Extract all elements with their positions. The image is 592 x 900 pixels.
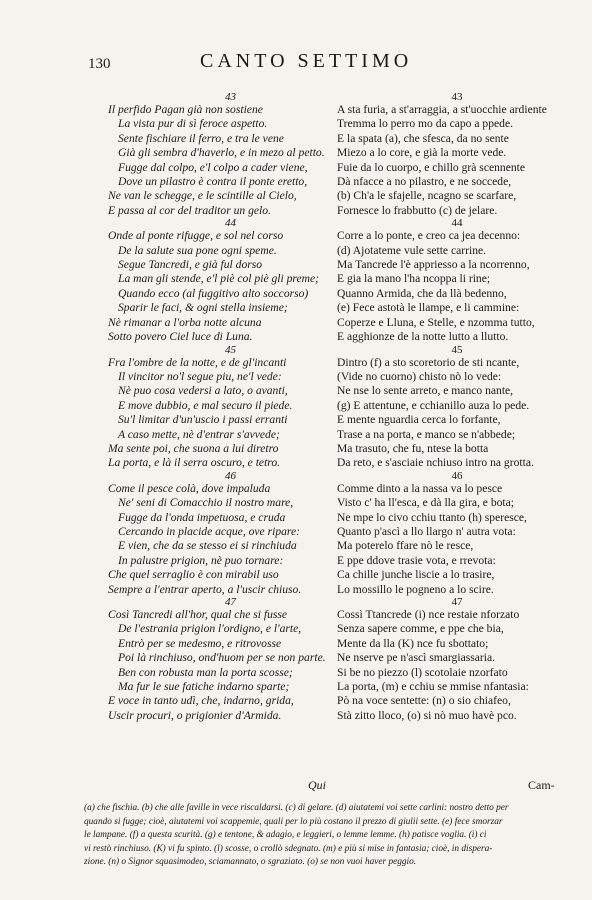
verse-line: Fugge dal colpo, e'l colpo a cader viene, <box>118 160 308 174</box>
catchword-left: Qui <box>308 778 326 792</box>
verse-line: Quanto p'ascì a llo llargo n' autra vota: <box>337 524 516 538</box>
verse-line: Onde al ponte rifugge, e sol nel corso <box>108 229 284 243</box>
verse-line: Da reto, e s'asciaie nchiuso intro na grotta. <box>337 456 534 470</box>
verse-line: Ne van le schegge, e le scintille al Cielo, <box>108 189 297 203</box>
stanza-number: 43 <box>225 91 236 103</box>
page-number: 130 <box>88 56 111 72</box>
verse-line: Ma Tancrede l'è appriesso a la ncorrenno, <box>337 258 530 272</box>
verse-line: Ne nse lo sente arreto, e manco nante, <box>337 384 514 398</box>
stanza-number: 47 <box>451 596 463 608</box>
verse-line: Lo mossillo le pogneno a lo scire. <box>337 582 494 596</box>
verse-line: Su'l limitar d'un'uscio i passi erranti <box>118 413 288 427</box>
verse-line: Entrò per se medesmo, e ritrovosse <box>118 636 282 650</box>
stanza-number: 46 <box>451 469 463 482</box>
verse-line: Poi là rinchiuso, ond'huom per se non parte. <box>118 651 326 665</box>
verse-line: Comme dinto a la nassa va lo pesce <box>337 481 503 495</box>
verse-line: La porta, e là il serra oscuro, e tetro. <box>108 456 281 470</box>
verse-line: Senza sapere comme, e ppe che bia, <box>337 622 504 636</box>
verse-line: Fra l'ombre de la notte, e de gl'incanti <box>108 355 287 369</box>
verse-line: Ma poterelo ffare nò le resce, <box>337 539 474 553</box>
verse-line: E ppe ddove trasie vota, e rrevota: <box>337 553 496 567</box>
verse-line: Sparir le faci, & ogni stella insieme; <box>118 301 288 315</box>
verse-line: Cossì Ttancrede (i) nce restaie nforzato <box>337 608 520 621</box>
verse-line: Uscir procuri, o prigionier d'Armida. <box>108 708 282 722</box>
stanza-number: 44 <box>225 217 236 230</box>
verse-line: Come il pesce colà, dove impaluda <box>108 481 271 495</box>
verse-line: Cercando in placide acque, ove ripare: <box>118 524 301 538</box>
verse-line: E vien, che da se stesso ei si rinchiuda <box>118 539 297 553</box>
verse-line: Miezo a lo core, e già la morte vede. <box>337 146 507 160</box>
verse-line: (b) Ch'a le sfajelle, ncagno se scarfare, <box>337 189 517 203</box>
verse-line: Ca chille junche liscie a lo trasire, <box>337 568 495 582</box>
verse-line: Stà zitto lloco, (o) si nò muo havè pco. <box>337 708 517 722</box>
verse-line: Segue Tancredi, e già ful dorso <box>118 258 263 272</box>
verse-line: Il perfido Pagan già non sostiene <box>108 103 263 116</box>
stanza-number: 45 <box>451 343 463 356</box>
page-header <box>0 46 592 78</box>
verse-line: Nè rimanar a l'orba notte alcuna <box>108 315 262 329</box>
verse-line: Ma fur le sue fatiche indarno sparte; <box>118 680 290 694</box>
verse-line: Sempre a l'entrar aperto, a l'uscir chiuso. <box>108 582 302 596</box>
verse-line: La vista pur di sì feroce aspetto. <box>118 117 268 131</box>
footnotes <box>84 802 554 870</box>
verse-line: E voce in tanto udì, che, indarno, grida, <box>108 694 294 708</box>
verse-line: Ne nserve pe n'ascì smargiassaria. <box>337 651 496 665</box>
stanza <box>108 345 333 471</box>
italian-column <box>108 92 333 723</box>
verse-line: Ma trasuto, che fu, ntese la botta <box>337 441 489 455</box>
verse-line: (e) Fece astotà le llampe, e li cammine: <box>337 301 520 315</box>
stanza-number: 43 <box>451 91 463 103</box>
verse-line: E mente nguardia cerca lo forfante, <box>337 413 501 427</box>
verse-line: A caso mette, nè d'entrar s'avvede; <box>118 427 280 441</box>
verse-line: De la salute sua pone ogni speme. <box>118 243 277 257</box>
verse-line: De l'estrania prigion l'ordigno, e l'arte, <box>118 622 302 636</box>
verse-line: A sta furia, a st'arraggia, a st'uocchie ardiente <box>337 103 547 116</box>
verse-line: Mente da lla (K) nce fu sbottato; <box>337 636 489 650</box>
verse-line: La man gli stende, e'l piè col piè gli preme; <box>118 272 320 286</box>
verse-line: Già gli sembra d'haverlo, e in mezo al petto. <box>118 146 325 160</box>
stanza <box>337 218 567 344</box>
verse-line: Quanno Armida, che da llà bedenno, <box>337 286 507 300</box>
verse-line: E passa al cor del traditor un gelo. <box>108 203 271 217</box>
stanza-number: 45 <box>225 343 236 356</box>
verse-line: Fugge da l'onda impetuosa, e cruda <box>118 510 286 524</box>
verse-line: Che quel serraglio è con mirabil uso <box>108 568 279 582</box>
verse-line: Sente fischiare il ferro, e tra le vene <box>118 131 284 145</box>
verse-line: Ne mpe lo civo cchiu ttanto (h) speresce, <box>337 510 527 524</box>
stanza <box>337 92 567 218</box>
stanza-number: 44 <box>451 217 463 230</box>
stanza <box>108 218 333 344</box>
verse-line: Visto c' ha ll'esca, e dà lla gira, e bota; <box>337 496 514 510</box>
verse-line: E gia la mano l'ha ncoppa li rine; <box>337 272 491 286</box>
running-title: CANTO SETTIMO <box>200 50 413 72</box>
verse-line: Tremma lo perro mo da capo a ppede. <box>337 117 514 131</box>
neapolitan-column <box>337 92 567 723</box>
stanza-number: 46 <box>225 469 236 482</box>
verse-line: (Vide no cuorno) chisto nò lo vede: <box>337 369 502 383</box>
verse-line: Dintro (f) a sto scoretorio de sti ncante, <box>337 355 520 369</box>
stanza <box>337 597 567 723</box>
verse-line: Coperze e Lluna, e Stelle, e nzomma tutto, <box>337 315 535 329</box>
verse-line: E la spata (a), che sfesca, da no sente <box>337 131 509 145</box>
footnote-line: quando si fugge; cioè, aiutatemi voi scappemie, quali per lo più costano il prezzo di giulii sette. (e) fece smorzar <box>84 816 503 827</box>
verse-line: Trase a na porta, e manco se n'abbede; <box>337 427 516 441</box>
stanza <box>337 471 567 597</box>
verse-line: Quando ecco (al fuggitivo alto soccorso) <box>118 286 309 300</box>
verse-line: Nè puo cosa vedersi a lato, o avanti, <box>118 384 288 398</box>
verse-line: Ma sente poi, che suona a lui diretro <box>108 441 279 455</box>
verse-line: Fuie da lo cuorpo, e chillo grà scennente <box>337 160 526 174</box>
verse-line: Fornesce lo frabbutto (c) de jelare. <box>337 203 498 217</box>
verse-line: Si be no piezzo (l) scotolaie nzorfato <box>337 665 508 679</box>
verse-line: La porta, (m) e cchiu se mmise nfantasia: <box>337 680 529 694</box>
stanza-number: 47 <box>225 596 236 608</box>
catchword-right: Cam- <box>528 778 555 792</box>
verse-line: (g) E attentune, e cchianillo auza lo pede. <box>337 398 530 412</box>
stanza <box>337 345 567 471</box>
footnote-line: (a) che fischia. (b) che alle faville in vece riscaldarsi. (c) di gelare. (d) aiutatemi voi sette carlini: nostro detto per <box>84 803 509 813</box>
verse-line: Corre a lo ponte, e creo ca jea decenno: <box>337 229 521 243</box>
verse-line: Dove un pilastro è contra il ponte eretto, <box>118 175 308 189</box>
verse-line: Pò na voce sentette: (n) o sio chiafeo, <box>337 694 511 708</box>
stanza <box>108 92 333 218</box>
verse-line: Ben con robusta man la porta scosse; <box>118 665 293 679</box>
stanza <box>108 471 333 597</box>
verse-line: Così Tancredi all'hor, qual che si fusse <box>108 608 288 621</box>
verse-line: In palustre prigion, nè puo tornare: <box>118 553 284 567</box>
footnote-line: vi restò rinchiuso. (K) vi fu spinto. (l) scosse, o crollò sdegnato. (m) e più si mise in fantasia; cioè, in dispera- <box>84 843 493 854</box>
verse-line: E agghionze de la notte lutto a llutto. <box>337 330 509 344</box>
footnote-line: zione. (n) o Signor squasimodeo, sciamannato, o sgraziato. (o) se non vuoi haver peggio. <box>84 857 417 867</box>
verse-line: E move dubbio, e mal securo il piede. <box>118 398 293 412</box>
verse-line: (d) Ajotateme vule sette carrine. <box>337 243 487 257</box>
footnote-line: le lampane. (f) a questa scurità. (g) e tentone, & adagio, e leggieri, o lemme lemme. (h) patisce voglia. (i) ci <box>84 830 487 840</box>
verse-line: Dà nfacce a no pilastro, e ne soccede, <box>337 175 512 189</box>
verse-line: Sotto povero Ciel luce di Luna. <box>108 330 253 344</box>
stanza <box>108 597 333 723</box>
verse-line: Il vincitor no'l segue piu, ne'l vede: <box>118 369 282 383</box>
verse-line: Ne' seni di Comacchio il nostro mare, <box>118 496 294 510</box>
